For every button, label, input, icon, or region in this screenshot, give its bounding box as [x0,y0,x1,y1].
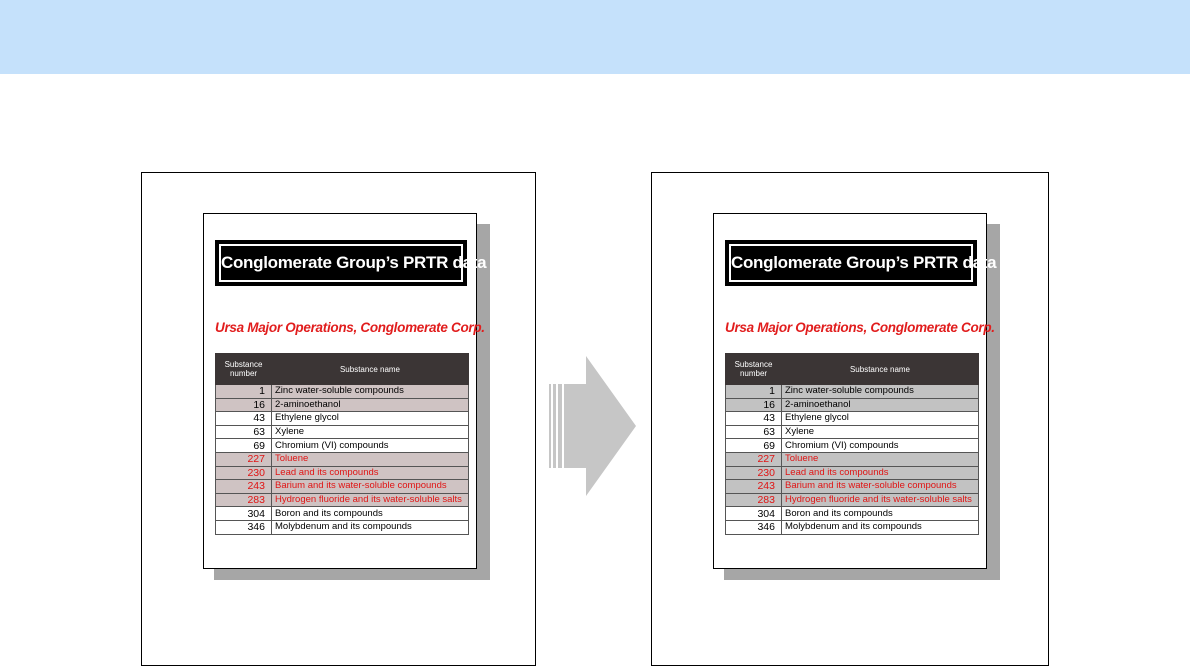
substance-number-cell: 283 [726,493,782,507]
right-arrow-icon [548,356,636,496]
table-header-row [726,354,979,385]
substance-name-cell: Chromium (VI) compounds [272,439,469,453]
document-subtitle: Ursa Major Operations, Conglomerate Corp. [725,320,995,335]
substance-number-cell: 43 [726,412,782,426]
table-row [726,398,979,412]
header-band [0,0,1190,74]
substance-number-cell: 16 [726,398,782,412]
substance-number-cell: 69 [726,439,782,453]
table-row [726,385,979,399]
table-row [726,520,979,534]
substance-name-cell: Lead and its compounds [272,466,469,480]
table-body [726,385,979,535]
table-row [726,493,979,507]
substance-name-cell: Barium and its water-soluble compounds [272,480,469,494]
table-header-row [216,354,469,385]
substance-number-cell: 346 [726,520,782,534]
table-row [216,452,469,466]
substance-name-cell: Zinc water-soluble compounds [782,385,979,399]
substance-number-cell: 63 [726,425,782,439]
document-subtitle: Ursa Major Operations, Conglomerate Corp. [215,320,485,335]
substance-name-cell: Xylene [272,425,469,439]
table-row [216,507,469,521]
substance-name-cell: Hydrogen fluoride and its water-soluble salts [782,493,979,507]
prtr-table [725,353,979,535]
substance-name-cell: Boron and its compounds [272,507,469,521]
substance-name-cell: Ethylene glycol [782,412,979,426]
substance-number-cell: 346 [216,520,272,534]
table-row [216,520,469,534]
document-title-box [725,240,997,286]
table-row [726,507,979,521]
table-row [216,425,469,439]
prtr-table [215,353,469,535]
substance-number-cell: 243 [726,480,782,494]
substance-number-cell: 230 [216,466,272,480]
substance-name-cell: Xylene [782,425,979,439]
table-row [726,480,979,494]
substance-number-cell: 43 [216,412,272,426]
substance-number-cell: 1 [216,385,272,399]
table-row [216,385,469,399]
substance-number-cell: 283 [216,493,272,507]
substance-number-cell: 63 [216,425,272,439]
substance-name-cell: Boron and its compounds [782,507,979,521]
table-row [216,493,469,507]
substance-name-cell: Lead and its compounds [782,466,979,480]
substance-number-cell: 243 [216,480,272,494]
table-row [726,452,979,466]
header-substance-name: Substance name [272,354,469,385]
document-page [713,213,997,569]
document-title-box [215,240,487,286]
table-row [216,466,469,480]
substance-name-cell: Toluene [272,452,469,466]
table-row [216,480,469,494]
substance-number-cell: 69 [216,439,272,453]
substance-name-cell: 2-aminoethanol [272,398,469,412]
substance-name-cell: Barium and its water-soluble compounds [782,480,979,494]
substance-name-cell: Ethylene glycol [272,412,469,426]
header-substance-number: Substance number [726,354,782,385]
substance-name-cell: Chromium (VI) compounds [782,439,979,453]
table-row [726,425,979,439]
substance-number-cell: 1 [726,385,782,399]
table-row [726,466,979,480]
header-substance-number: Substance number [216,354,272,385]
document-title: Conglomerate Group’s PRTR data [729,244,973,282]
header-substance-name: Substance name [782,354,979,385]
table-row [216,412,469,426]
original-document-frame [141,172,536,666]
substance-name-cell: Molybdenum and its compounds [782,520,979,534]
substance-number-cell: 227 [726,452,782,466]
table-row [726,412,979,426]
substance-number-cell: 304 [726,507,782,521]
table-row [726,439,979,453]
document-page [203,213,487,569]
substance-number-cell: 230 [726,466,782,480]
table-body [216,385,469,535]
substance-number-cell: 16 [216,398,272,412]
substance-name-cell: 2-aminoethanol [782,398,979,412]
processed-document-frame [651,172,1049,666]
substance-number-cell: 304 [216,507,272,521]
substance-name-cell: Molybdenum and its compounds [272,520,469,534]
table-row [216,439,469,453]
substance-name-cell: Hydrogen fluoride and its water-soluble salts [272,493,469,507]
substance-name-cell: Toluene [782,452,979,466]
table-row [216,398,469,412]
substance-name-cell: Zinc water-soluble compounds [272,385,469,399]
document-title: Conglomerate Group’s PRTR data [219,244,463,282]
substance-number-cell: 227 [216,452,272,466]
